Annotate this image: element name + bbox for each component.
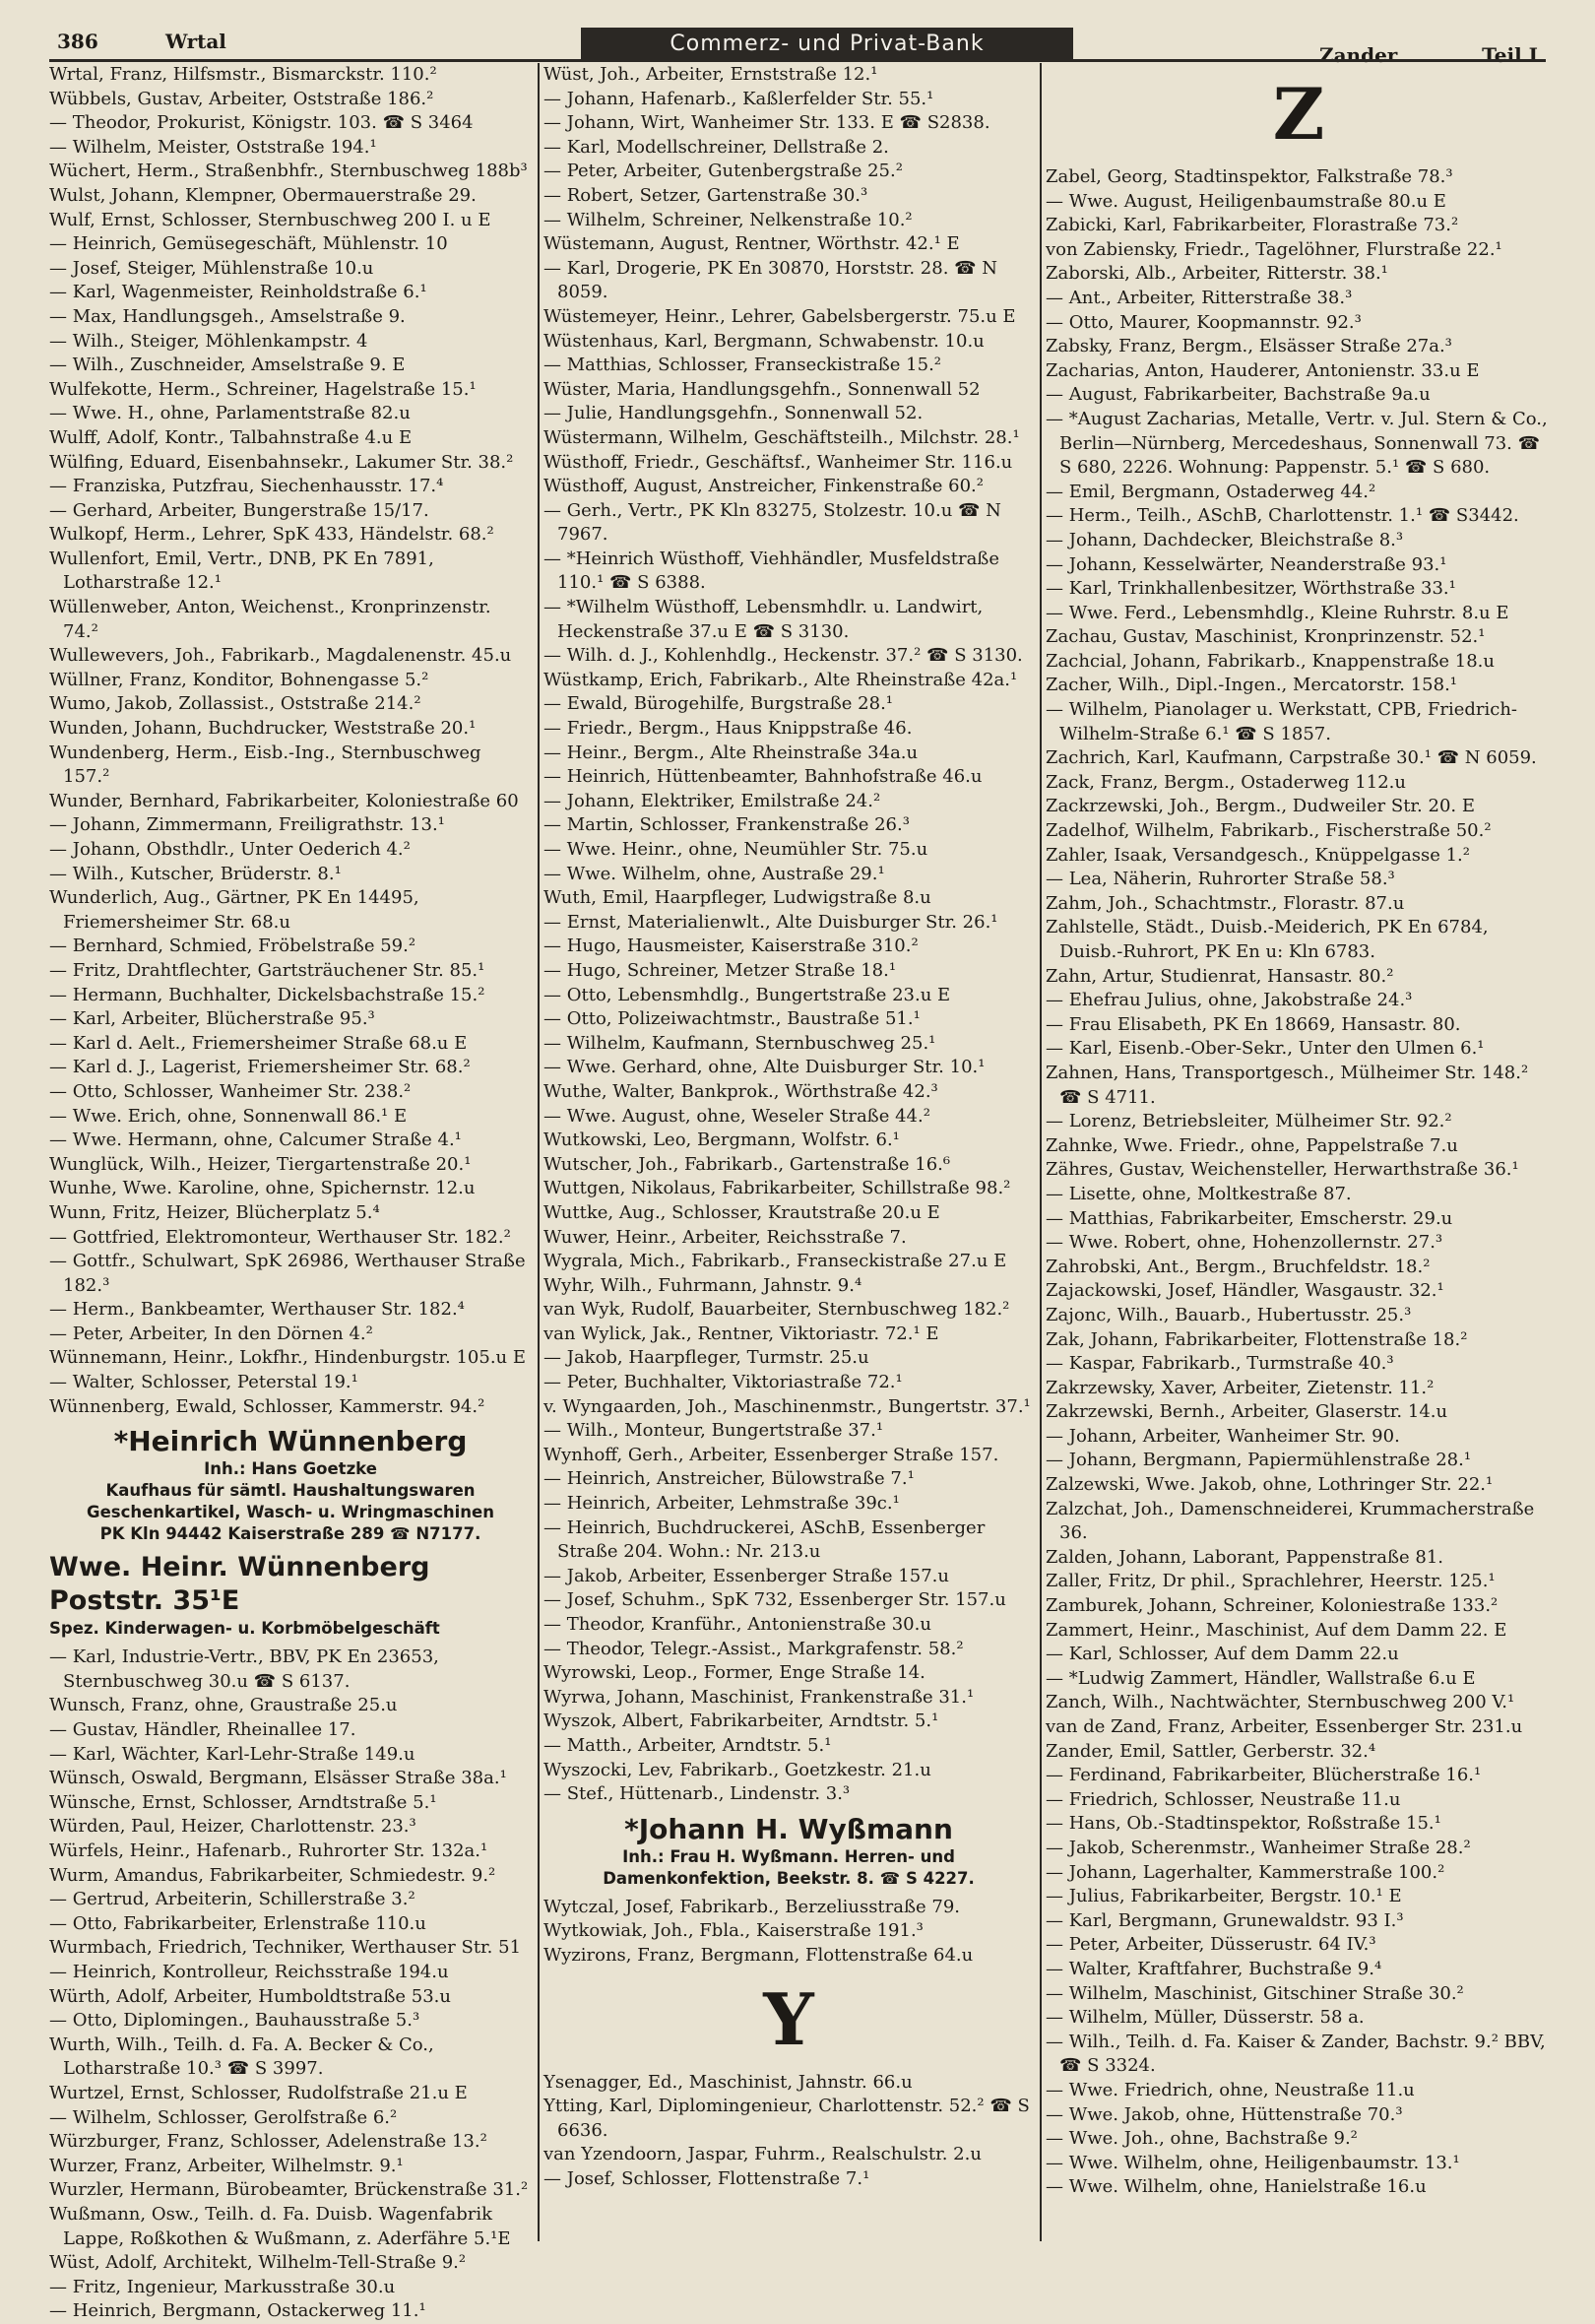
entry-list bbox=[1046, 165, 1552, 2200]
directory-entry: — Wwe. Erich, ohne, Sonnenwall 86.¹ E bbox=[49, 1105, 408, 1127]
directory-entry: — Wwe. Joh., ohne, Bachstraße 9.² bbox=[1046, 2128, 1358, 2150]
directory-entry: — Peter, Arbeiter, Düsserustr. 64 IV.³ bbox=[1046, 1934, 1376, 1956]
directory-entry: Wüst, Joh., Arbeiter, Ernststraße 12.¹ bbox=[543, 64, 878, 85]
directory-entry: Zajackowski, Josef, Händler, Wasgaustr. 32.¹ bbox=[1046, 1280, 1444, 1302]
directory-entry: — Wilhelm, Meister, Oststraße 194.¹ bbox=[49, 136, 377, 158]
ad-line: Geschenkartikel, Wasch- u. Wringmaschinen bbox=[87, 1503, 494, 1522]
directory-entry: Zak, Johann, Fabrikarbeiter, Flottenstraße 18.² bbox=[1046, 1328, 1468, 1350]
column-2 bbox=[543, 63, 1034, 2241]
directory-entry: Wüstemeyer, Heinr., Lehrer, Gabelsbergerstr. 75.u E bbox=[543, 305, 1016, 327]
directory-entry: — Julie, Handlungsgehfn., Sonnenwall 52. bbox=[543, 403, 924, 424]
directory-entry: — Wwe. Hermann, ohne, Calcumer Straße 4.¹ bbox=[49, 1130, 462, 1151]
directory-entry: — Otto, Polizeiwachtmstr., Baustraße 51.¹ bbox=[543, 1008, 921, 1030]
directory-entry: — Wilh., Kutscher, Brüderstr. 8.¹ bbox=[49, 863, 342, 884]
directory-entry: Zachau, Gustav, Maschinist, Kronprinzenstr. 52.¹ bbox=[1046, 626, 1486, 648]
directory-entry: van Wyk, Rudolf, Bauarbeiter, Sternbuschweg 182.² bbox=[543, 1299, 1010, 1321]
part-label: Teil I bbox=[1482, 43, 1538, 67]
directory-entry: Wuthe, Walter, Bankprok., Wörthstraße 42.³ bbox=[543, 1080, 938, 1102]
directory-entry: Zacharias, Anton, Hauderer, Antonienstr. 33.u E bbox=[1046, 359, 1480, 381]
directory-entry: — Wilh., Steiger, Möhlenkampstr. 4 bbox=[49, 330, 368, 352]
directory-entry: — Hermann, Buchhalter, Dickelsbachstraße 15.² bbox=[49, 984, 485, 1005]
directory-entry: Wuttke, Aug., Schlosser, Krautstraße 20.u E bbox=[543, 1201, 940, 1223]
directory-entry: Wuth, Emil, Haarpfleger, Ludwigstraße 8.u bbox=[543, 887, 931, 909]
directory-entry: — Matthias, Fabrikarbeiter, Emscherstr. 29.u bbox=[1046, 1207, 1453, 1229]
ad-title: *Johann H. Wyßmann bbox=[624, 1812, 953, 1845]
ad-line: Spez. Kinderwagen- u. Korbmöbelgeschäft bbox=[49, 1619, 440, 1639]
directory-entry: Wullewevers, Joh., Fabrikarb., Magdalenenstr. 45.u bbox=[49, 645, 512, 667]
directory-entry: Wutscher, Joh., Fabrikarb., Gartenstraße 16.⁶ bbox=[543, 1153, 951, 1175]
directory-entry: Zahrobski, Ant., Bergm., Bruchfeldstr. 18.² bbox=[1046, 1256, 1431, 1277]
directory-entry: — Johann, Dachdecker, Bleichstraße 8.³ bbox=[1046, 529, 1404, 550]
directory-entry: van Yzendoorn, Jaspar, Fuhrm., Realschulstr. 2.u bbox=[543, 2144, 982, 2165]
directory-entry: — Ant., Arbeiter, Ritterstraße 38.³ bbox=[1046, 287, 1353, 308]
directory-entry: Zanch, Wilh., Nachtwächter, Sternbuschweg 200 V.¹ bbox=[1046, 1692, 1515, 1713]
directory-entry: Zahnke, Wwe. Friedr., ohne, Pappelstraße 7.u bbox=[1046, 1134, 1458, 1156]
directory-entry: — Gustav, Händler, Rheinallee 17. bbox=[49, 1719, 356, 1741]
directory-entry: Wüsthoff, Friedr., Geschäftsf., Wanheimer Str. 116.u bbox=[543, 451, 1013, 473]
directory-entry: — Walter, Schlosser, Peterstal 19.¹ bbox=[49, 1372, 358, 1393]
directory-entry: — Friedr., Bergm., Haus Knippstraße 46. bbox=[543, 718, 913, 740]
directory-entry: — Karl, Bergmann, Grunewaldstr. 93 I.³ bbox=[1046, 1909, 1404, 1931]
directory-entry: Zajonc, Wilh., Bauarb., Hubertusstr. 25.³ bbox=[1046, 1304, 1412, 1325]
directory-entry: — Karl d. Aelt., Friemersheimer Straße 68.u E bbox=[49, 1032, 468, 1054]
directory-entry: — Theodor, Kranführ., Antonienstraße 30.u bbox=[543, 1614, 931, 1635]
directory-entry: Wyzirons, Franz, Bergmann, Flottenstraße 64.u bbox=[543, 1944, 974, 1966]
directory-entry: — *Ludwig Zammert, Händler, Wallstraße 6.u E bbox=[1046, 1667, 1476, 1689]
directory-entry: Zamburek, Johann, Schreiner, Koloniestraße 133.² bbox=[1046, 1595, 1499, 1617]
directory-entry: — Ewald, Bürogehilfe, Burgstraße 28.¹ bbox=[543, 693, 894, 715]
directory-entry: Zacher, Wilh., Dipl.-Ingen., Mercatorstr. 158.¹ bbox=[1046, 675, 1458, 696]
ad-line: Inh.: Hans Goetzke bbox=[204, 1459, 377, 1479]
directory-entry: — Johann, Zimmermann, Freiligrathstr. 13.¹ bbox=[49, 814, 445, 836]
directory-entry: — Karl, Wagenmeister, Reinholdstraße 6.¹ bbox=[49, 282, 427, 303]
directory-entry: — Johann, Kesselwärter, Neanderstraße 93.¹ bbox=[1046, 553, 1447, 575]
directory-entry: — Otto, Fabrikarbeiter, Erlenstraße 110.u bbox=[49, 1912, 426, 1934]
directory-entry: Wunsch, Franz, ohne, Graustraße 25.u bbox=[49, 1695, 398, 1716]
directory-entry: Würzburger, Franz, Schlosser, Adelenstraße 13.² bbox=[49, 2131, 487, 2153]
directory-entry: — Ehefrau Julius, ohne, Jakobstraße 24.³ bbox=[1046, 990, 1413, 1011]
directory-entry: — Heinrich, Buchdruckerei, ASchB, Essenberger Straße 204. Wohn.: Nr. 213.u bbox=[543, 1517, 986, 1563]
directory-entry: — Wilhelm, Maschinist, Gitschiner Straße 30.² bbox=[1046, 1982, 1464, 2004]
directory-entry: Wulff, Adolf, Kontr., Talbahnstraße 4.u E bbox=[49, 426, 413, 448]
left-headword: Wrtal bbox=[165, 30, 226, 53]
directory-entry: — Heinrich, Kontrolleur, Reichsstraße 194.u bbox=[49, 1961, 449, 1982]
directory-entry: Wünnemann, Heinr., Lokfhr., Hindenburgstr. 105.u E bbox=[49, 1347, 526, 1369]
directory-entry: — Wilhelm, Pianolager u. Werkstatt, CPB, Friedrich-Wilhelm-Straße 6.¹ ☎ S 1857. bbox=[1046, 699, 1517, 744]
directory-entry: Zahm, Joh., Schachtmstr., Florastr. 87.u bbox=[1046, 892, 1405, 914]
directory-entry: Wytkowiak, Joh., Fbla., Kaiserstraße 191.³ bbox=[543, 1920, 924, 1942]
directory-entry: — Gerh., Vertr., PK Kln 83275, Stolzestr. 10.u ☎ N 7967. bbox=[543, 499, 1001, 546]
ad-line: Kaufhaus für sämtl. Haushaltungswaren bbox=[105, 1481, 476, 1501]
directory-entry: Wutkowski, Leo, Bergmann, Wolfstr. 6.¹ bbox=[543, 1130, 900, 1151]
directory-entry: Zaborski, Alb., Arbeiter, Ritterstr. 38.¹ bbox=[1046, 263, 1388, 285]
directory-entry: Wünsch, Oswald, Bergmann, Elsässer Straße 38a.¹ bbox=[49, 1768, 507, 1789]
directory-entry: — Karl d. J., Lagerist, Friemersheimer Str. 68.² bbox=[49, 1057, 471, 1078]
directory-entry: — Karl, Schlosser, Auf dem Damm 22.u bbox=[1046, 1644, 1399, 1665]
directory-entry: — Wwe. Wilhelm, ohne, Hanielstraße 16.u bbox=[1046, 2176, 1427, 2198]
directory-entry: Zabicki, Karl, Fabrikarbeiter, Florastraße 73.² bbox=[1046, 215, 1459, 236]
directory-entry: — Wilhelm, Schlosser, Gerolfstraße 6.² bbox=[49, 2106, 398, 2128]
directory-entry: Wüstermann, Wilhelm, Geschäftsteilh., Milchstr. 28.¹ bbox=[543, 426, 1020, 448]
directory-entry: — Jakob, Arbeiter, Essenberger Straße 157.u bbox=[543, 1565, 949, 1586]
directory-entry: — Karl, Drogerie, PK En 30870, Horststr. 28. ☎ N 8059. bbox=[543, 257, 998, 303]
directory-entry: Wüstemann, August, Rentner, Wörthstr. 42.¹ E bbox=[543, 233, 960, 255]
directory-entry: Wurmbach, Friedrich, Techniker, Werthauser Str. 51 bbox=[49, 1937, 522, 1959]
directory-entry: — Josef, Steiger, Mühlenstraße 10.u bbox=[49, 257, 374, 279]
directory-entry: Ysenagger, Ed., Maschinist, Jahnstr. 66.u bbox=[543, 2071, 913, 2093]
directory-entry: Wyszocki, Lev, Fabrikarb., Goetzkestr. 21.u bbox=[543, 1759, 931, 1780]
directory-entry: — Johann, Elektriker, Emilstraße 24.² bbox=[543, 790, 881, 811]
directory-entry: Wurzler, Hermann, Bürobeamter, Brückenstraße 31.² bbox=[49, 2179, 529, 2201]
directory-entry: Wunderlich, Aug., Gärtner, PK En 14495, Friemersheimer Str. 68.u bbox=[49, 887, 419, 933]
directory-entry: — Friedrich, Schlosser, Neustraße 11.u bbox=[1046, 1788, 1401, 1810]
page-number: 386 bbox=[57, 30, 98, 53]
directory-entry: Zahlstelle, Städt., Duisb.-Meiderich, PK En 6784, Duisb.-Ruhrort, PK En u: Kln 6783. bbox=[1046, 917, 1489, 962]
directory-entry: Zackrzewski, Joh., Bergm., Dudweiler Str. 20. E bbox=[1046, 796, 1475, 817]
directory-entry: Zakrzewsky, Xaver, Arbeiter, Zietenstr. 11.² bbox=[1046, 1377, 1435, 1398]
directory-entry: Wunder, Bernhard, Fabrikarbeiter, Koloniestraße 60 bbox=[49, 790, 519, 811]
directory-entry: Zadelhof, Wilhelm, Fabrikarb., Fischerstraße 50.² bbox=[1046, 820, 1492, 842]
directory-entry: Wüstkamp, Erich, Fabrikarb., Alte Rheinstraße 42a.¹ bbox=[543, 669, 1018, 690]
ad-title: Wwe. Heinr. Wünnenberg Poststr. 35¹E bbox=[49, 1552, 430, 1617]
directory-entry: Wurzer, Franz, Arbeiter, Wilhelmstr. 9.¹ bbox=[49, 2155, 404, 2176]
entry-list bbox=[49, 63, 532, 1419]
directory-entry: Wurm, Amandus, Fabrikarbeiter, Schmiedestr. 9.² bbox=[49, 1864, 496, 1886]
directory-entry: Zachcial, Johann, Fabrikarb., Knappenstraße 18.u bbox=[1046, 650, 1495, 672]
directory-entry: Wunhe, Wwe. Karoline, ohne, Spichernstr. 12.u bbox=[49, 1178, 476, 1199]
directory-entry: von Zabiensky, Friedr., Tagelöhner, Flurstraße 22.¹ bbox=[1046, 238, 1502, 260]
directory-entry: — Bernhard, Schmied, Fröbelstraße 59.² bbox=[49, 936, 416, 957]
directory-entry: — Heinrich, Arbeiter, Lehmstraße 39c.¹ bbox=[543, 1493, 900, 1515]
directory-entry: Zähres, Gustav, Weichensteller, Herwarthstraße 36.¹ bbox=[1046, 1159, 1519, 1181]
directory-entry: — Lea, Näherin, Ruhrorter Straße 58.³ bbox=[1046, 869, 1395, 890]
directory-entry: — Otto, Diplomingen., Bauhausstraße 5.³ bbox=[49, 2010, 420, 2032]
directory-entry: — Martin, Schlosser, Frankenstraße 26.³ bbox=[543, 814, 910, 836]
directory-entry: Zaller, Fritz, Dr phil., Sprachlehrer, Heerstr. 125.¹ bbox=[1046, 1571, 1496, 1592]
directory-entry: — Heinrich, Anstreicher, Bülowstraße 7.¹ bbox=[543, 1468, 915, 1490]
directory-entry: Wünsche, Ernst, Schlosser, Arndtstraße 5.¹ bbox=[49, 1791, 437, 1813]
directory-entry: — Lorenz, Betriebsleiter, Mülheimer Str. 92.² bbox=[1046, 1111, 1452, 1132]
header-rule bbox=[49, 59, 1546, 62]
section-letter-y: Y bbox=[763, 1976, 814, 2061]
directory-entry: — Heinr., Bergm., Alte Rheinstraße 34a.u bbox=[543, 742, 919, 763]
entry-list bbox=[543, 1896, 1034, 1969]
directory-entry: — Gottfr., Schulwart, SpK 26986, Werthauser Straße 182.³ bbox=[49, 1251, 526, 1296]
directory-entry: Wunglück, Wilh., Heizer, Tiergartenstraße 20.¹ bbox=[49, 1153, 472, 1175]
directory-entry: — Wilhelm, Schreiner, Nelkenstraße 10.² bbox=[543, 209, 913, 230]
directory-entry: Zabsky, Franz, Bergm., Elsässer Straße 27a.³ bbox=[1046, 336, 1452, 357]
directory-entry: Wulst, Johann, Klempner, Obermauerstraße 29. bbox=[49, 184, 477, 206]
directory-entry: — Wwe. August, Heiligenbaumstraße 80.u E bbox=[1046, 190, 1446, 212]
directory-entry: — Josef, Schlosser, Flottenstraße 7.¹ bbox=[543, 2167, 870, 2189]
directory-entry: Wyrowski, Leop., Former, Enge Straße 14. bbox=[543, 1662, 925, 1684]
directory-entry: — Emil, Bergmann, Ostaderweg 44.² bbox=[1046, 481, 1376, 502]
column-divider bbox=[538, 63, 540, 2241]
directory-entry: Wygrala, Mich., Fabrikarb., Franseckistraße 27.u E bbox=[543, 1251, 1007, 1272]
directory-entry: Zakrzewski, Bernh., Arbeiter, Glaserstr. 14.u bbox=[1046, 1401, 1448, 1423]
directory-entry: Zalzewski, Wwe. Jakob, ohne, Lothringer Str. 22.¹ bbox=[1046, 1474, 1494, 1496]
directory-entry: — Wilh. d. J., Kohlenhdlg., Heckenstr. 37.² ☎ S 3130. bbox=[543, 645, 1023, 667]
directory-entry: — Gertrud, Arbeiterin, Schillerstraße 3.² bbox=[49, 1889, 415, 1910]
advertisement-wwe-wuennenberg bbox=[49, 1551, 532, 1640]
advertisement-wuennenberg bbox=[49, 1425, 532, 1545]
entry-list bbox=[543, 63, 1034, 1807]
directory-entry: — Johann, Lagerhalter, Kammerstraße 100.² bbox=[1046, 1861, 1445, 1883]
directory-entry: — Wilh., Monteur, Bungertstraße 37.¹ bbox=[543, 1420, 884, 1442]
directory-entry: — Wwe. Wilhelm, ohne, Heiligenbaumstr. 13.¹ bbox=[1046, 2152, 1460, 2173]
directory-entry: v. Wyngaarden, Joh., Maschinenmstr., Bungertstr. 37.¹ bbox=[543, 1395, 1031, 1417]
directory-entry: Zahnen, Hans, Transportgesch., Mülheimer Str. 148.² ☎ S 4711. bbox=[1046, 1062, 1529, 1108]
directory-entry: — Robert, Setzer, Gartenstraße 30.³ bbox=[543, 184, 868, 206]
directory-entry: Wuttgen, Nikolaus, Fabrikarbeiter, Schillstraße 98.² bbox=[543, 1178, 1011, 1199]
ad-line: PK Kln 94442 Kaiserstraße 289 ☎ N7177. bbox=[99, 1524, 481, 1544]
directory-entry: — August, Fabrikarbeiter, Bachstraße 9a.u bbox=[1046, 384, 1431, 406]
directory-entry: Wußmann, Osw., Teilh. d. Fa. Duisb. Wagenfabrik Lappe, Roßkothen & Wußmann, z. Aderfähre 5.¹E bbox=[49, 2203, 511, 2249]
directory-entry: Wüllner, Franz, Konditor, Bohnengasse 5.² bbox=[49, 669, 429, 690]
directory-entry: — Franziska, Putzfrau, Siechenhausstr. 17.⁴ bbox=[49, 476, 444, 497]
directory-entry: — Otto, Schlosser, Wanheimer Str. 238.² bbox=[49, 1080, 412, 1102]
directory-entry: Zahler, Isaak, Versandgesch., Knüppelgasse 1.² bbox=[1046, 844, 1470, 866]
directory-entry: — Karl, Modellschreiner, Dellstraße 2. bbox=[543, 136, 889, 158]
directory-entry: Zachrich, Karl, Kaufmann, Carpstraße 30.¹ ☎ N 6059. bbox=[1046, 747, 1537, 769]
directory-entry: — Theodor, Prokurist, Königstr. 103. ☎ S 3464 bbox=[49, 112, 474, 134]
directory-entry: Wulfekotte, Herm., Schreiner, Hagelstraße 15.¹ bbox=[49, 378, 477, 400]
directory-entry: Zack, Franz, Bergm., Ostaderweg 112.u bbox=[1046, 771, 1406, 793]
directory-entry: — Wwe. Jakob, ohne, Hüttenstraße 70.³ bbox=[1046, 2103, 1403, 2125]
directory-entry: — Herm., Bankbeamter, Werthauser Str. 182.⁴ bbox=[49, 1299, 465, 1321]
directory-entry: Zabel, Georg, Stadtinspektor, Falkstraße 78.³ bbox=[1046, 166, 1453, 187]
directory-entry: Wulf, Ernst, Schlosser, Sternbuschweg 200 I. u E bbox=[49, 209, 491, 230]
directory-entry: — Karl, Eisenb.-Ober-Sekr., Unter den Ulmen 6.¹ bbox=[1046, 1038, 1485, 1060]
directory-entry: — Max, Handlungsgeh., Amselstraße 9. bbox=[49, 305, 406, 327]
directory-entry: — Johann, Hafenarb., Kaßlerfelder Str. 55.¹ bbox=[543, 88, 934, 109]
directory-entry: — *August Zacharias, Metalle, Vertr. v. Jul. Stern & Co., Berlin—Nürnberg, Mercedeshaus, Sonnenwall 73. ☎ S 680, 2226. Wohnung: Pappenstr. 5.¹ ☎ S 680. bbox=[1046, 408, 1548, 479]
directory-entry: — Theodor, Telegr.-Assist., Markgrafenstr. 58.² bbox=[543, 1638, 964, 1659]
directory-entry: — Fritz, Drahtflechter, Gartsträuchener Str. 85.¹ bbox=[49, 959, 485, 981]
directory-entry: — Wwe. Ferd., Lebensmhdlg., Kleine Ruhrstr. 8.u E bbox=[1046, 602, 1509, 623]
column-1 bbox=[49, 63, 532, 2322]
directory-entry: — Wwe. Robert, ohne, Hohenzollernstr. 27.³ bbox=[1046, 1232, 1443, 1254]
directory-entry: Wülfing, Eduard, Eisenbahnsekr., Lakumer Str. 38.² bbox=[49, 451, 514, 473]
directory-entry: — Peter, Buchhalter, Viktoriastraße 72.¹ bbox=[543, 1372, 903, 1393]
directory-entry: — Otto, Lebensmhdlg., Bungertstraße 23.u E bbox=[543, 984, 951, 1005]
directory-entry: Wytczal, Josef, Fabrikarb., Berzeliusstraße 79. bbox=[543, 1896, 961, 1917]
directory-entry: van de Zand, Franz, Arbeiter, Essenberger Str. 231.u bbox=[1046, 1716, 1523, 1737]
directory-entry: — Herm., Teilh., ASchB, Charlottenstr. 1.¹ ☎ S3442. bbox=[1046, 505, 1519, 527]
directory-entry: Wuwer, Heinr., Arbeiter, Reichsstraße 7. bbox=[543, 1226, 907, 1248]
entry-list bbox=[49, 1646, 532, 2324]
directory-entry: — Ferdinand, Fabrikarbeiter, Blücherstraße 16.¹ bbox=[1046, 1765, 1482, 1786]
directory-entry: — Wwe. H., ohne, Parlamentstraße 82.u bbox=[49, 403, 411, 424]
directory-entry: Wüchert, Herm., Straßenbhfr., Sternbuschweg 188b³ bbox=[49, 161, 528, 182]
directory-entry: — Jakob, Haarpfleger, Turmstr. 25.u bbox=[543, 1347, 869, 1369]
directory-entry: Wullenfort, Emil, Vertr., DNB, PK En 7891, Lotharstraße 12.¹ bbox=[49, 548, 434, 594]
directory-entry: — Wwe. Wilhelm, ohne, Austraße 29.¹ bbox=[543, 863, 885, 884]
directory-entry: — Lisette, ohne, Moltkestraße 87. bbox=[1046, 1183, 1352, 1204]
directory-entry: Wunden, Johann, Buchdrucker, Weststraße 20.¹ bbox=[49, 718, 477, 740]
section-letter-z: Z bbox=[1272, 72, 1325, 156]
directory-entry: — Hugo, Hausmeister, Kaiserstraße 310.² bbox=[543, 936, 919, 957]
directory-entry: — Johann, Wirt, Wanheimer Str. 133. E ☎ S2838. bbox=[543, 112, 990, 134]
directory-entry: Wurtzel, Ernst, Schlosser, Rudolfstraße 21.u E bbox=[49, 2082, 468, 2103]
bank-banner: Commerz- und Privat-Bank bbox=[581, 28, 1073, 61]
directory-entry: — Wwe. Gerhard, ohne, Alte Duisburger Str. 10.¹ bbox=[543, 1057, 986, 1078]
column-3 bbox=[1046, 63, 1552, 2241]
directory-entry: Wynhoff, Gerh., Arbeiter, Essenberger Straße 157. bbox=[543, 1444, 999, 1465]
directory-entry: — Heinrich, Gemüsegeschäft, Mühlenstr. 10 bbox=[49, 233, 448, 255]
directory-entry: — Hugo, Schreiner, Metzer Straße 18.¹ bbox=[543, 959, 897, 981]
right-headword: Zander bbox=[1319, 43, 1398, 67]
directory-entry: — Otto, Maurer, Koopmannstr. 92.³ bbox=[1046, 311, 1362, 333]
directory-entry: — Wwe. August, ohne, Weseler Straße 44.² bbox=[543, 1105, 930, 1127]
directory-entry: — Johann, Arbeiter, Wanheimer Str. 90. bbox=[1046, 1425, 1400, 1447]
directory-entry: — Heinrich, Bergmann, Ostackerweg 11.¹ bbox=[49, 2300, 426, 2322]
entry-list bbox=[543, 2071, 1034, 2192]
directory-entry: Ytting, Karl, Diplomingenieur, Charlottenstr. 52.² ☎ S 6636. bbox=[543, 2096, 1030, 2141]
directory-entry: Zahn, Artur, Studienrat, Hansastr. 80.² bbox=[1046, 965, 1394, 987]
directory-entry: — Gottfried, Elektromonteur, Werthauser Str. 182.² bbox=[49, 1226, 511, 1248]
directory-entry: Würfels, Heinr., Hafenarb., Ruhrorter Str. 132a.¹ bbox=[49, 1840, 488, 1861]
directory-entry: — Johann, Obsthdlr., Unter Oederich 4.² bbox=[49, 839, 411, 860]
directory-entry: — *Wilhelm Wüsthoff, Lebensmhdlr. u. Landwirt, Heckenstraße 37.u E ☎ S 3130. bbox=[543, 597, 984, 642]
directory-entry: Wrtal, Franz, Hilfsmstr., Bismarckstr. 110.² bbox=[49, 64, 437, 85]
directory-entry: — Julius, Fabrikarbeiter, Bergstr. 10.¹ E bbox=[1046, 1886, 1402, 1907]
directory-entry: — Johann, Bergmann, Papiermühlenstraße 28.¹ bbox=[1046, 1450, 1472, 1471]
directory-entry: — Karl, Trinkhallenbesitzer, Wörthstraße 33.¹ bbox=[1046, 578, 1456, 600]
directory-entry: — Ernst, Materialienwlt., Alte Duisburger Str. 26.¹ bbox=[543, 911, 998, 933]
directory-entry: — Kaspar, Fabrikarb., Turmstraße 40.³ bbox=[1046, 1353, 1394, 1375]
advertisement-wyssmann bbox=[543, 1813, 1034, 1890]
directory-entry: — Wilh., Zuschneider, Amselstraße 9. E bbox=[49, 355, 406, 376]
directory-entry: Wunn, Fritz, Heizer, Blücherplatz 5.⁴ bbox=[49, 1201, 380, 1223]
directory-entry: — Peter, Arbeiter, In den Dörnen 4.² bbox=[49, 1323, 373, 1344]
directory-entry: — Peter, Arbeiter, Gutenbergstraße 25.² bbox=[543, 161, 903, 182]
directory-entry: Wyhr, Wilh., Fuhrmann, Jahnstr. 9.⁴ bbox=[543, 1274, 862, 1296]
directory-entry: Wüstenhaus, Karl, Bergmann, Schwabenstr. 10.u bbox=[543, 330, 985, 352]
directory-entry: Wulkopf, Herm., Lehrer, SpK 433, Händelstr. 68.² bbox=[49, 524, 494, 546]
directory-entry: Wüllenweber, Anton, Weichenst., Kronprinzenstr. 74.² bbox=[49, 597, 491, 642]
directory-entry: Zalden, Johann, Laborant, Pappenstraße 81. bbox=[1046, 1546, 1444, 1568]
directory-entry: Wünnenberg, Ewald, Schlosser, Kammerstr. 94.² bbox=[49, 1395, 485, 1417]
directory-entry: Zammert, Heinr., Maschinist, Auf dem Damm 22. E bbox=[1046, 1619, 1507, 1641]
directory-entry: — Wilhelm, Müller, Düsserstr. 58 a. bbox=[1046, 2007, 1365, 2029]
directory-entry: Wüst, Adolf, Architekt, Wilhelm-Tell-Straße 9.² bbox=[49, 2252, 467, 2274]
directory-entry: Würden, Paul, Heizer, Charlottenstr. 23.³ bbox=[49, 1816, 416, 1838]
directory-entry: — *Heinrich Wüsthoff, Viehhändler, Musfeldstraße 110.¹ ☎ S 6388. bbox=[543, 548, 999, 594]
directory-entry: — Jakob, Scherenmstr., Wanheimer Straße 28.² bbox=[1046, 1837, 1471, 1858]
directory-entry: Wundenberg, Herm., Eisb.-Ing., Sternbuschweg 157.² bbox=[49, 742, 481, 788]
directory-entry: — Wwe. Heinr., ohne, Neumühler Str. 75.u bbox=[543, 839, 928, 860]
directory-entry: Wyrwa, Johann, Maschinist, Frankenstraße 31.¹ bbox=[543, 1686, 975, 1708]
directory-entry: — Matthias, Schlosser, Franseckistraße 15.² bbox=[543, 355, 942, 376]
directory-entry: Würth, Adolf, Arbeiter, Humboldtstraße 53.u bbox=[49, 1985, 451, 2007]
directory-entry: van Wylick, Jak., Rentner, Viktoriastr. 72.¹ E bbox=[543, 1323, 939, 1344]
directory-entry: — Karl, Industrie-Vertr., BBV, PK En 23653, Sternbuschweg 30.u ☎ S 6137. bbox=[49, 1646, 439, 1692]
directory-entry: — Hans, Ob.-Stadtinspektor, Roßstraße 15.¹ bbox=[1046, 1813, 1441, 1835]
ad-line: Damenkonfektion, Beekstr. 8. ☎ S 4227. bbox=[603, 1868, 975, 1888]
directory-entry: — Wilh., Teilh. d. Fa. Kaiser & Zander, Bachstr. 9.² BBV, ☎ S 3324. bbox=[1046, 2031, 1546, 2077]
column-divider bbox=[1040, 63, 1042, 2241]
directory-entry: Wumo, Jakob, Zollassist., Oststraße 214.² bbox=[49, 693, 421, 715]
directory-entry: — Frau Elisabeth, PK En 18669, Hansastr. 80. bbox=[1046, 1013, 1461, 1035]
directory-entry: — Josef, Schuhm., SpK 732, Essenberger Str. 157.u bbox=[543, 1589, 1006, 1611]
directory-entry: — Wwe. Friedrich, ohne, Neustraße 11.u bbox=[1046, 2079, 1415, 2100]
directory-entry: Wurth, Wilh., Teilh. d. Fa. A. Becker & Co., Lotharstraße 10.³ ☎ S 3997. bbox=[49, 2034, 434, 2080]
directory-entry: — Matth., Arbeiter, Arndtstr. 5.¹ bbox=[543, 1734, 832, 1756]
directory-entry: Wüster, Maria, Handlungsgehfn., Sonnenwall 52 bbox=[543, 378, 981, 400]
directory-entry: Zander, Emil, Sattler, Gerberstr. 32.⁴ bbox=[1046, 1740, 1376, 1762]
directory-entry: — Heinrich, Hüttenbeamter, Bahnhofstraße 46.u bbox=[543, 766, 983, 788]
directory-entry: Wyszok, Albert, Fabrikarbeiter, Arndtstr. 5.¹ bbox=[543, 1711, 939, 1732]
directory-entry: — Karl, Wächter, Karl-Lehr-Straße 149.u bbox=[49, 1743, 415, 1765]
directory-entry: Wübbels, Gustav, Arbeiter, Oststraße 186.² bbox=[49, 88, 434, 109]
ad-line: Inh.: Frau H. Wyßmann. Herren- und bbox=[622, 1846, 955, 1866]
directory-entry: Zalzchat, Joh., Damenschneiderei, Krummacherstraße 36. bbox=[1046, 1498, 1535, 1544]
directory-entry: — Gerhard, Arbeiter, Bungerstraße 15/17. bbox=[49, 499, 429, 521]
directory-entry: Wüsthoff, August, Anstreicher, Finkenstraße 60.² bbox=[543, 476, 984, 497]
directory-entry: — Fritz, Ingenieur, Markusstraße 30.u bbox=[49, 2276, 396, 2297]
directory-entry: — Karl, Arbeiter, Blücherstraße 95.³ bbox=[49, 1008, 375, 1030]
ad-title: *Heinrich Wünnenberg bbox=[113, 1425, 468, 1458]
directory-entry: — Wilhelm, Kaufmann, Sternbuschweg 25.¹ bbox=[543, 1032, 936, 1054]
directory-entry: — Walter, Kraftfahrer, Buchstraße 9.⁴ bbox=[1046, 1958, 1382, 1979]
directory-entry: — Stef., Hüttenarb., Lindenstr. 3.³ bbox=[543, 1783, 851, 1805]
